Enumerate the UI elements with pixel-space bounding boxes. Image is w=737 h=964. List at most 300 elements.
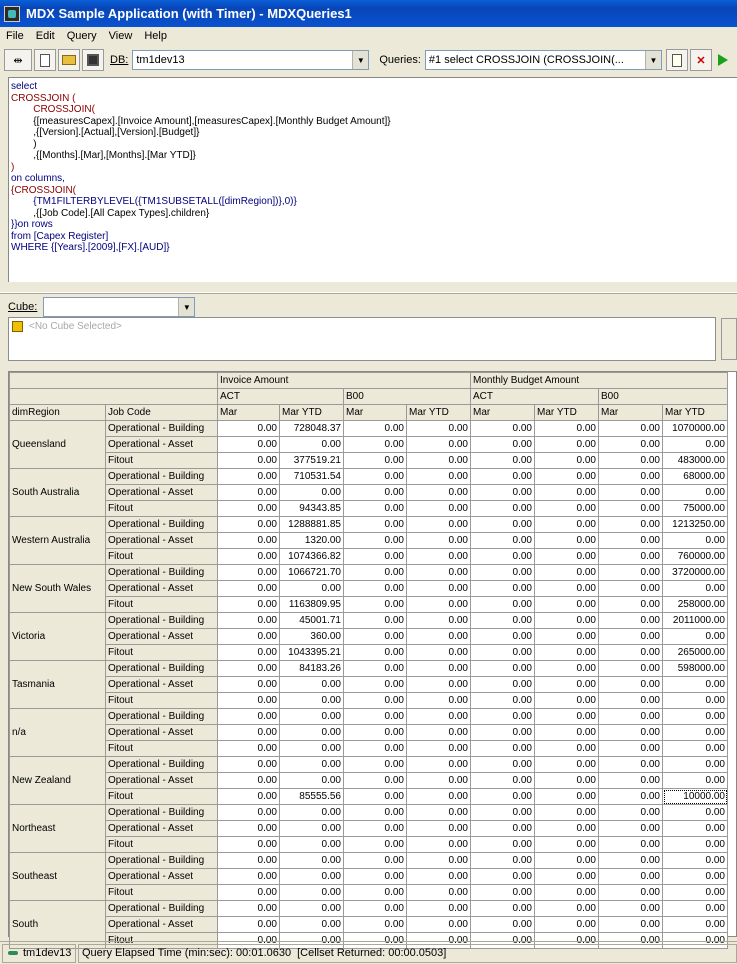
value-cell[interactable]: 0.00 [344,565,407,581]
value-cell[interactable]: 0.00 [407,741,471,757]
value-cell[interactable]: 0.00 [471,885,535,901]
value-cell[interactable]: 0.00 [471,709,535,725]
value-cell[interactable]: 0.00 [280,805,344,821]
value-cell[interactable]: 0.00 [344,821,407,837]
value-cell[interactable]: 75000.00 [663,501,728,517]
value-cell[interactable]: 0.00 [344,805,407,821]
value-cell[interactable]: 0.00 [471,533,535,549]
value-cell[interactable]: 0.00 [344,661,407,677]
value-cell[interactable]: 0.00 [535,901,599,917]
value-cell[interactable]: 0.00 [407,517,471,533]
value-cell[interactable]: 45001.71 [280,613,344,629]
value-cell[interactable]: 0.00 [218,693,280,709]
value-cell[interactable]: 0.00 [218,565,280,581]
value-cell[interactable]: 0.00 [663,885,728,901]
value-cell[interactable]: 1320.00 [280,533,344,549]
value-cell[interactable]: 0.00 [407,837,471,853]
value-cell[interactable]: 0.00 [663,853,728,869]
value-cell[interactable]: 0.00 [344,837,407,853]
value-cell[interactable]: 0.00 [344,437,407,453]
value-cell[interactable]: 0.00 [535,933,599,949]
value-cell[interactable]: 0.00 [471,741,535,757]
value-cell[interactable]: 0.00 [535,821,599,837]
value-cell[interactable]: 0.00 [663,741,728,757]
value-cell[interactable]: 377519.21 [280,453,344,469]
value-cell[interactable]: 0.00 [663,437,728,453]
value-cell[interactable]: 0.00 [344,709,407,725]
value-cell[interactable]: 0.00 [218,853,280,869]
value-cell[interactable]: 0.00 [407,853,471,869]
value-cell[interactable]: 10000.00 [663,789,728,805]
value-cell[interactable]: 0.00 [599,741,663,757]
chevron-down-icon[interactable]: ▼ [645,51,661,69]
value-cell[interactable]: 0.00 [407,757,471,773]
value-cell[interactable]: 710531.54 [280,469,344,485]
value-cell[interactable]: 0.00 [218,661,280,677]
value-cell[interactable]: 2011000.00 [663,613,728,629]
value-cell[interactable]: 0.00 [218,821,280,837]
value-cell[interactable]: 0.00 [599,805,663,821]
value-cell[interactable]: 0.00 [280,821,344,837]
value-cell[interactable]: 0.00 [280,901,344,917]
new-button[interactable] [34,49,56,71]
value-cell[interactable]: 0.00 [663,869,728,885]
save-button[interactable] [82,49,104,71]
value-cell[interactable]: 1213250.00 [663,517,728,533]
value-cell[interactable]: 0.00 [407,933,471,949]
value-cell[interactable]: 84183.26 [280,661,344,677]
value-cell[interactable]: 0.00 [344,693,407,709]
value-cell[interactable]: 0.00 [407,789,471,805]
value-cell[interactable]: 483000.00 [663,453,728,469]
value-cell[interactable]: 1163809.95 [280,597,344,613]
value-cell[interactable]: 0.00 [471,501,535,517]
region-cell: Western Australia [10,517,106,565]
value-cell[interactable]: 0.00 [344,421,407,437]
value-cell[interactable]: 0.00 [599,821,663,837]
side-button[interactable] [721,318,737,360]
mdx-query-editor[interactable] [8,77,737,282]
value-cell[interactable]: 0.00 [218,437,280,453]
value-cell[interactable]: 0.00 [535,677,599,693]
value-cell[interactable]: 0.00 [471,613,535,629]
value-cell[interactable]: 0.00 [535,469,599,485]
value-cell[interactable]: 0.00 [535,581,599,597]
value-cell[interactable]: 0.00 [663,757,728,773]
value-cell[interactable]: 0.00 [280,853,344,869]
value-cell[interactable]: 0.00 [535,629,599,645]
menu-query[interactable]: Query [66,29,97,42]
value-cell[interactable]: 0.00 [471,437,535,453]
value-cell[interactable]: 0.00 [471,453,535,469]
value-cell[interactable]: 0.00 [280,741,344,757]
value-cell[interactable]: 0.00 [344,597,407,613]
value-cell[interactable]: 0.00 [280,757,344,773]
value-cell[interactable]: 0.00 [599,613,663,629]
value-cell[interactable]: 0.00 [471,693,535,709]
value-cell[interactable]: 0.00 [218,789,280,805]
value-cell[interactable]: 0.00 [344,725,407,741]
value-cell[interactable]: 0.00 [599,581,663,597]
value-cell[interactable]: 0.00 [218,501,280,517]
value-cell[interactable]: 0.00 [535,709,599,725]
row-header-region: dimRegion [10,405,106,421]
value-cell[interactable]: 0.00 [599,453,663,469]
value-cell[interactable]: 0.00 [218,709,280,725]
value-cell[interactable]: 0.00 [599,533,663,549]
value-cell[interactable]: 0.00 [344,677,407,693]
value-cell[interactable]: 0.00 [599,485,663,501]
value-cell[interactable]: 0.00 [535,453,599,469]
value-cell[interactable]: 0.00 [471,933,535,949]
value-cell[interactable]: 0.00 [407,485,471,501]
value-cell[interactable]: 0.00 [407,581,471,597]
value-cell[interactable]: 0.00 [344,469,407,485]
value-cell[interactable]: 0.00 [663,677,728,693]
results-grid[interactable] [8,371,737,946]
value-cell[interactable]: 94343.85 [280,501,344,517]
value-cell[interactable]: 0.00 [344,549,407,565]
value-cell[interactable]: 0.00 [535,725,599,741]
value-cell[interactable]: 0.00 [535,869,599,885]
value-cell[interactable]: 0.00 [663,821,728,837]
value-cell[interactable]: 0.00 [218,885,280,901]
value-cell[interactable]: 0.00 [218,629,280,645]
value-cell[interactable]: 0.00 [407,869,471,885]
queries-value: #1 select CROSSJOIN (CROSSJOIN(... [428,54,624,66]
editor-line: select [11,81,38,92]
value-cell[interactable]: 0.00 [344,773,407,789]
value-cell[interactable]: 1043395.21 [280,645,344,661]
value-cell[interactable]: 0.00 [471,645,535,661]
value-cell[interactable]: 0.00 [535,565,599,581]
value-cell[interactable]: 0.00 [599,869,663,885]
value-cell[interactable]: 0.00 [535,885,599,901]
value-cell[interactable]: 0.00 [344,869,407,885]
region-cell: South Australia [10,469,106,517]
value-cell[interactable]: 0.00 [471,485,535,501]
value-cell[interactable]: 0.00 [535,533,599,549]
new-query-button[interactable] [666,49,688,71]
value-cell[interactable]: 1074366.82 [280,549,344,565]
value-cell[interactable]: 0.00 [280,933,344,949]
value-cell[interactable]: 0.00 [218,933,280,949]
value-cell[interactable]: 0.00 [535,661,599,677]
value-cell[interactable]: 0.00 [663,693,728,709]
value-cell[interactable]: 0.00 [407,613,471,629]
value-cell[interactable]: 0.00 [599,421,663,437]
value-cell[interactable]: 0.00 [599,789,663,805]
value-cell[interactable]: 0.00 [599,693,663,709]
value-cell[interactable]: 0.00 [471,901,535,917]
value-cell[interactable]: 0.00 [663,901,728,917]
value-cell[interactable]: 0.00 [663,709,728,725]
value-cell[interactable]: 0.00 [407,805,471,821]
value-cell[interactable]: 0.00 [407,645,471,661]
value-cell[interactable]: 0.00 [535,853,599,869]
table-row [10,757,728,773]
value-cell[interactable]: 0.00 [535,837,599,853]
value-cell[interactable]: 0.00 [280,437,344,453]
value-cell[interactable]: 0.00 [471,773,535,789]
value-cell[interactable]: 0.00 [471,725,535,741]
value-cell[interactable]: 0.00 [471,853,535,869]
region-cell: New Zealand [10,757,106,805]
value-cell[interactable]: 0.00 [218,581,280,597]
value-cell[interactable]: 0.00 [407,725,471,741]
value-cell[interactable]: 0.00 [471,469,535,485]
value-cell[interactable]: 598000.00 [663,661,728,677]
value-cell[interactable]: 0.00 [218,645,280,661]
value-cell[interactable]: 0.00 [471,517,535,533]
value-cell[interactable]: 0.00 [599,837,663,853]
value-cell[interactable]: 0.00 [407,549,471,565]
value-cell[interactable]: 0.00 [407,533,471,549]
value-cell[interactable]: 0.00 [344,581,407,597]
value-cell[interactable]: 0.00 [599,469,663,485]
table-row [10,565,728,581]
value-cell[interactable]: 0.00 [407,821,471,837]
value-cell[interactable]: 0.00 [280,885,344,901]
value-cell[interactable]: 0.00 [599,853,663,869]
value-cell[interactable]: 0.00 [218,533,280,549]
value-cell[interactable]: 0.00 [599,517,663,533]
value-cell[interactable]: 0.00 [663,805,728,821]
value-cell[interactable]: 0.00 [218,805,280,821]
value-cell[interactable]: 0.00 [344,901,407,917]
value-cell[interactable]: 0.00 [599,885,663,901]
status-time-panel [78,944,737,963]
chevron-down-icon[interactable]: ▼ [178,298,194,316]
value-cell[interactable]: 0.00 [535,549,599,565]
value-cell[interactable]: 0.00 [344,885,407,901]
chevron-down-icon[interactable]: ▼ [352,51,368,69]
value-cell[interactable]: 3720000.00 [663,565,728,581]
value-cell[interactable]: 0.00 [471,549,535,565]
value-cell[interactable]: 0.00 [471,757,535,773]
value-cell[interactable]: 0.00 [344,613,407,629]
value-cell[interactable]: 0.00 [218,917,280,933]
value-cell[interactable]: 0.00 [599,597,663,613]
value-cell[interactable]: 0.00 [218,549,280,565]
connect-button[interactable] [4,49,32,71]
menu-file[interactable]: File [6,29,24,42]
splitter[interactable] [0,292,737,294]
value-cell[interactable]: 0.00 [471,597,535,613]
value-cell[interactable]: 0.00 [218,677,280,693]
value-cell[interactable]: 0.00 [280,709,344,725]
value-cell[interactable]: 0.00 [471,789,535,805]
value-cell[interactable]: 0.00 [471,677,535,693]
value-cell[interactable]: 0.00 [344,789,407,805]
value-cell[interactable]: 0.00 [407,421,471,437]
value-cell[interactable]: 0.00 [407,661,471,677]
value-cell[interactable]: 0.00 [344,933,407,949]
value-cell[interactable]: 0.00 [407,565,471,581]
value-cell[interactable]: 0.00 [599,773,663,789]
value-cell[interactable]: 0.00 [535,693,599,709]
table-row [10,677,728,693]
value-cell[interactable]: 1288881.85 [280,517,344,533]
value-cell[interactable]: 258000.00 [663,597,728,613]
value-cell[interactable]: 0.00 [344,853,407,869]
value-cell[interactable]: 0.00 [344,517,407,533]
value-cell[interactable]: 0.00 [535,773,599,789]
value-cell[interactable]: 0.00 [218,837,280,853]
value-cell[interactable]: 0.00 [344,501,407,517]
value-cell[interactable]: 0.00 [663,917,728,933]
value-cell[interactable]: 0.00 [218,613,280,629]
value-cell[interactable]: 0.00 [407,901,471,917]
value-cell[interactable]: 0.00 [471,837,535,853]
value-cell[interactable]: 0.00 [218,901,280,917]
value-cell[interactable]: 0.00 [535,501,599,517]
value-cell[interactable]: 0.00 [599,645,663,661]
value-cell[interactable]: 0.00 [407,453,471,469]
value-cell[interactable]: 0.00 [599,501,663,517]
value-cell[interactable]: 0.00 [407,693,471,709]
value-cell[interactable]: 0.00 [535,741,599,757]
value-cell[interactable]: 0.00 [599,677,663,693]
value-cell[interactable]: 0.00 [280,917,344,933]
value-cell[interactable]: 0.00 [535,437,599,453]
cube-tree[interactable] [8,317,716,361]
value-cell[interactable]: 0.00 [218,421,280,437]
value-cell[interactable]: 0.00 [471,821,535,837]
value-cell[interactable]: 0.00 [407,629,471,645]
value-cell[interactable]: 0.00 [280,725,344,741]
value-cell[interactable]: 0.00 [471,581,535,597]
value-cell[interactable]: 0.00 [471,869,535,885]
value-cell[interactable]: 0.00 [535,517,599,533]
value-cell[interactable]: 1070000.00 [663,421,728,437]
run-icon[interactable] [718,54,730,66]
value-cell[interactable]: 0.00 [218,773,280,789]
value-cell[interactable]: 0.00 [599,549,663,565]
menu-view[interactable]: View [108,29,133,42]
value-cell[interactable]: 0.00 [344,917,407,933]
value-cell[interactable]: 85555.56 [280,789,344,805]
value-cell[interactable]: 0.00 [344,533,407,549]
value-cell[interactable]: 0.00 [344,645,407,661]
value-cell[interactable]: 0.00 [599,917,663,933]
value-cell[interactable]: 0.00 [218,517,280,533]
value-cell[interactable]: 0.00 [663,933,728,949]
value-cell[interactable]: 0.00 [535,917,599,933]
value-cell[interactable]: 0.00 [407,437,471,453]
value-cell[interactable]: 0.00 [535,645,599,661]
value-cell[interactable]: 0.00 [599,629,663,645]
value-cell[interactable]: 0.00 [599,725,663,741]
value-cell[interactable]: 0.00 [280,773,344,789]
value-cell[interactable]: 0.00 [663,725,728,741]
value-cell[interactable]: 0.00 [471,565,535,581]
open-button[interactable] [58,49,80,71]
cube-select[interactable] [43,297,195,317]
value-cell[interactable]: 0.00 [535,757,599,773]
value-cell[interactable]: 0.00 [218,597,280,613]
value-cell[interactable]: 0.00 [599,437,663,453]
value-cell[interactable]: 728048.37 [280,421,344,437]
menu-help[interactable]: Help [144,29,167,42]
value-cell[interactable]: 0.00 [599,901,663,917]
value-cell[interactable]: 0.00 [599,565,663,581]
value-cell[interactable]: 265000.00 [663,645,728,661]
value-cell[interactable]: 0.00 [344,485,407,501]
value-cell[interactable]: 0.00 [663,485,728,501]
value-cell[interactable]: 0.00 [407,709,471,725]
value-cell[interactable]: 0.00 [407,917,471,933]
value-cell[interactable]: 0.00 [218,485,280,501]
value-cell[interactable]: 0.00 [280,837,344,853]
jobcode-cell: Operational - Building [106,853,218,869]
value-cell[interactable]: 0.00 [471,661,535,677]
value-cell[interactable]: 0.00 [663,581,728,597]
value-cell[interactable]: 760000.00 [663,549,728,565]
value-cell[interactable]: 0.00 [407,501,471,517]
value-cell[interactable]: 0.00 [471,421,535,437]
value-cell[interactable]: 0.00 [344,453,407,469]
value-cell[interactable]: 0.00 [407,597,471,613]
delete-query-button[interactable] [690,49,712,71]
value-cell[interactable]: 0.00 [218,869,280,885]
value-cell[interactable]: 0.00 [535,421,599,437]
value-cell[interactable]: 0.00 [280,693,344,709]
value-cell[interactable]: 0.00 [280,677,344,693]
value-cell[interactable]: 0.00 [535,805,599,821]
value-cell[interactable]: 0.00 [535,789,599,805]
value-cell[interactable]: 0.00 [407,885,471,901]
value-cell[interactable]: 0.00 [218,453,280,469]
value-cell[interactable]: 0.00 [599,933,663,949]
value-cell[interactable]: 0.00 [663,629,728,645]
value-cell[interactable]: 0.00 [407,677,471,693]
value-cell[interactable]: 0.00 [218,757,280,773]
value-cell[interactable]: 0.00 [663,533,728,549]
value-cell[interactable]: 0.00 [535,613,599,629]
value-cell[interactable]: 0.00 [663,773,728,789]
value-cell[interactable]: 0.00 [280,485,344,501]
value-cell[interactable]: 0.00 [663,837,728,853]
menu-edit[interactable]: Edit [35,29,55,42]
value-cell[interactable]: 0.00 [280,869,344,885]
value-cell[interactable]: 360.00 [280,629,344,645]
jobcode-cell: Fitout [106,885,218,901]
value-cell[interactable]: 0.00 [344,741,407,757]
queries-select[interactable] [425,50,662,70]
value-cell[interactable]: 0.00 [280,581,344,597]
value-cell[interactable]: 0.00 [407,469,471,485]
value-cell[interactable]: 0.00 [344,757,407,773]
value-cell[interactable]: 0.00 [407,773,471,789]
value-cell[interactable]: 0.00 [535,485,599,501]
value-cell[interactable]: 0.00 [218,741,280,757]
value-cell[interactable]: 0.00 [471,629,535,645]
db-select[interactable] [132,50,369,70]
value-cell[interactable]: 0.00 [218,725,280,741]
version-header: B00 [344,389,471,405]
value-cell[interactable]: 0.00 [535,597,599,613]
value-cell[interactable]: 1066721.70 [280,565,344,581]
value-cell[interactable]: 68000.00 [663,469,728,485]
value-cell[interactable]: 0.00 [599,709,663,725]
value-cell[interactable]: 0.00 [344,629,407,645]
value-cell[interactable]: 0.00 [218,469,280,485]
value-cell[interactable]: 0.00 [471,805,535,821]
value-cell[interactable]: 0.00 [599,661,663,677]
value-cell[interactable]: 0.00 [471,917,535,933]
value-cell[interactable]: 0.00 [599,757,663,773]
